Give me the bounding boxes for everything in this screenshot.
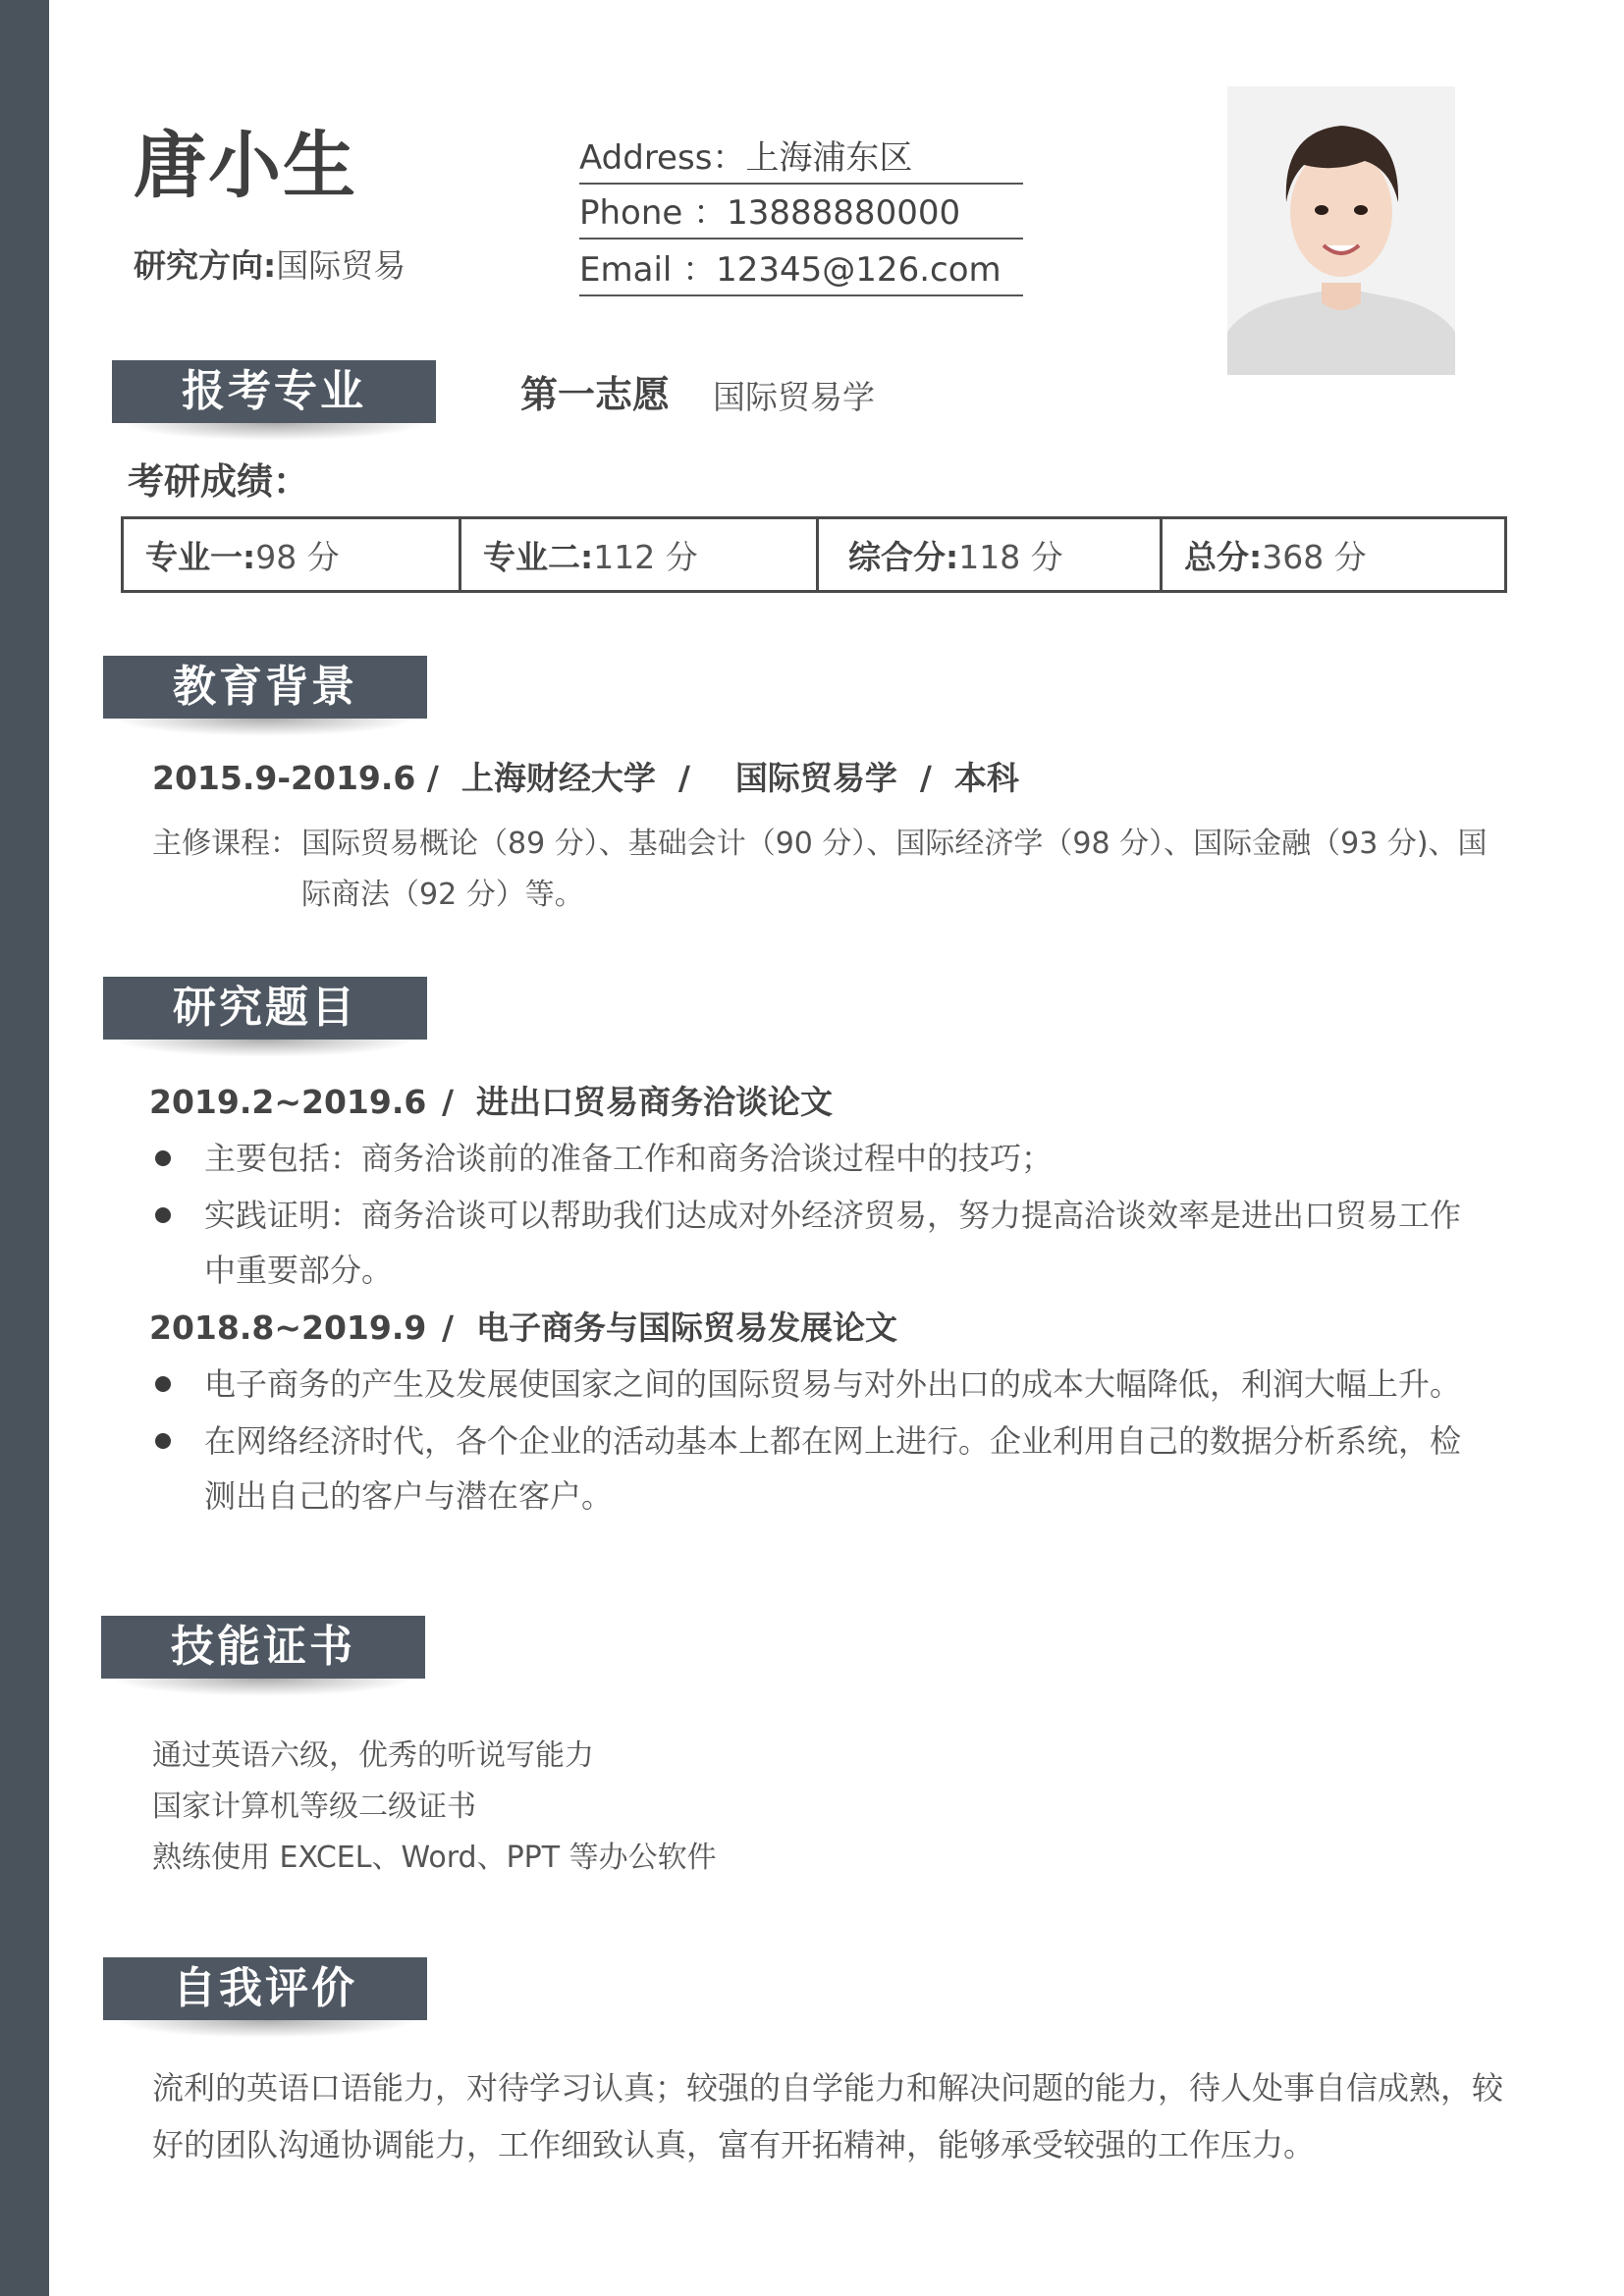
score-value: 118 分 [958, 537, 1063, 576]
score-value: 368 分 [1262, 537, 1367, 576]
candidate-name: 唐小生 [134, 124, 357, 208]
skill-item: 国家计算机等级二级证书 [152, 1789, 476, 1824]
courses-value: 国际贸易概论（89 分）、基础会计（90 分）、国际经济学（98 分）、国际金融（93 分)、国际商法（92 分）等。 [301, 827, 1488, 912]
score-label: 综合分: [848, 537, 959, 576]
scores-table [121, 516, 1507, 593]
research-label: 研究方向: [134, 246, 277, 285]
score-cell-comprehensive [819, 519, 1163, 590]
project-bullet: 在网络经济时代，各个企业的活动基本上都在网上进行。企业利用自己的数据分析系统，检测出自己的客户与潜在客户。 [155, 1414, 1490, 1523]
score-value: 98 分 [255, 537, 340, 576]
research-direction [134, 246, 406, 285]
contact-address [579, 133, 1023, 185]
self-evaluation-text: 流利的英语口语能力，对待学习认真；较强的自学能力和解决问题的能力，待人处事自信成熟，较好的团队沟通协调能力，工作细致认真，富有开拓精神，能够承受较强的工作压力。 [152, 2069, 1504, 2163]
project-title: / 电子商务与国际贸易发展论文 [442, 1308, 898, 1347]
profile-photo [1227, 86, 1455, 375]
project-period: 2019.2~2019.6 [149, 1083, 427, 1121]
contact-phone-value: 13888880000 [727, 193, 961, 233]
project-title: / 进出口贸易商务洽谈论文 [442, 1083, 834, 1121]
section-heading-self-eval: 自我评价 [103, 1957, 427, 2020]
left-sidebar-bar [0, 0, 49, 2296]
preference-label: 第一志愿 [520, 373, 671, 416]
score-cell-total [1163, 519, 1504, 590]
contact-address-label: Address： [579, 138, 746, 178]
avatar-portrait-icon [1227, 86, 1455, 375]
research-value: 国际贸易 [276, 246, 406, 285]
bullet-dot-icon [155, 1150, 171, 1166]
score-label: 专业一: [145, 537, 256, 576]
score-cell-major2 [461, 519, 819, 590]
project-bullet: 电子商务的产生及发展使国家之间的国际贸易与对外出口的成本大幅降低，利润大幅上升。 [155, 1357, 1549, 1412]
education-line: 2015.9-2019.6 / 上海财经大学 / 国际贸易学 / 本科 [152, 759, 1019, 797]
preference-value: 国际贸易学 [713, 378, 875, 416]
bullet-dot-icon [155, 1376, 171, 1392]
score-label: 专业二: [483, 537, 594, 576]
score-cell-major1 [124, 519, 461, 590]
courses-label: 主修课程： [152, 827, 299, 861]
contact-phone-label: Phone ： [579, 193, 728, 233]
education-courses [152, 819, 1527, 921]
contact-phone [579, 188, 1023, 240]
contact-email [579, 245, 1023, 296]
skill-item: 熟练使用 EXCEL、Word、PPT 等办公软件 [152, 1841, 717, 1875]
scores-title: 考研成绩： [128, 460, 309, 503]
section-heading-skills: 技能证书 [101, 1616, 425, 1679]
section-heading-research: 研究题目 [103, 977, 427, 1040]
bullet-dot-icon [155, 1207, 171, 1223]
bullet-dot-icon [155, 1433, 171, 1449]
contact-address-value: 上海浦东区 [745, 138, 913, 178]
score-value: 112 分 [593, 537, 698, 576]
section-heading-major: 报考专业 [112, 360, 436, 423]
score-label: 总分: [1184, 537, 1263, 576]
project-bullet: 实践证明：商务洽谈可以帮助我们达成对外经济贸易，努力提高洽谈效率是进出口贸易工作中重要部分。 [155, 1188, 1490, 1298]
section-heading-education: 教育背景 [103, 656, 427, 719]
contact-email-label: Email ： [579, 250, 717, 290]
contact-email-value: 12345@126.com [716, 250, 1001, 290]
skill-item: 通过英语六级，优秀的听说写能力 [152, 1738, 594, 1773]
project-period: 2018.8~2019.9 [149, 1308, 427, 1347]
project-bullet: 主要包括：商务洽谈前的准备工作和商务洽谈过程中的技巧； [155, 1131, 1510, 1186]
